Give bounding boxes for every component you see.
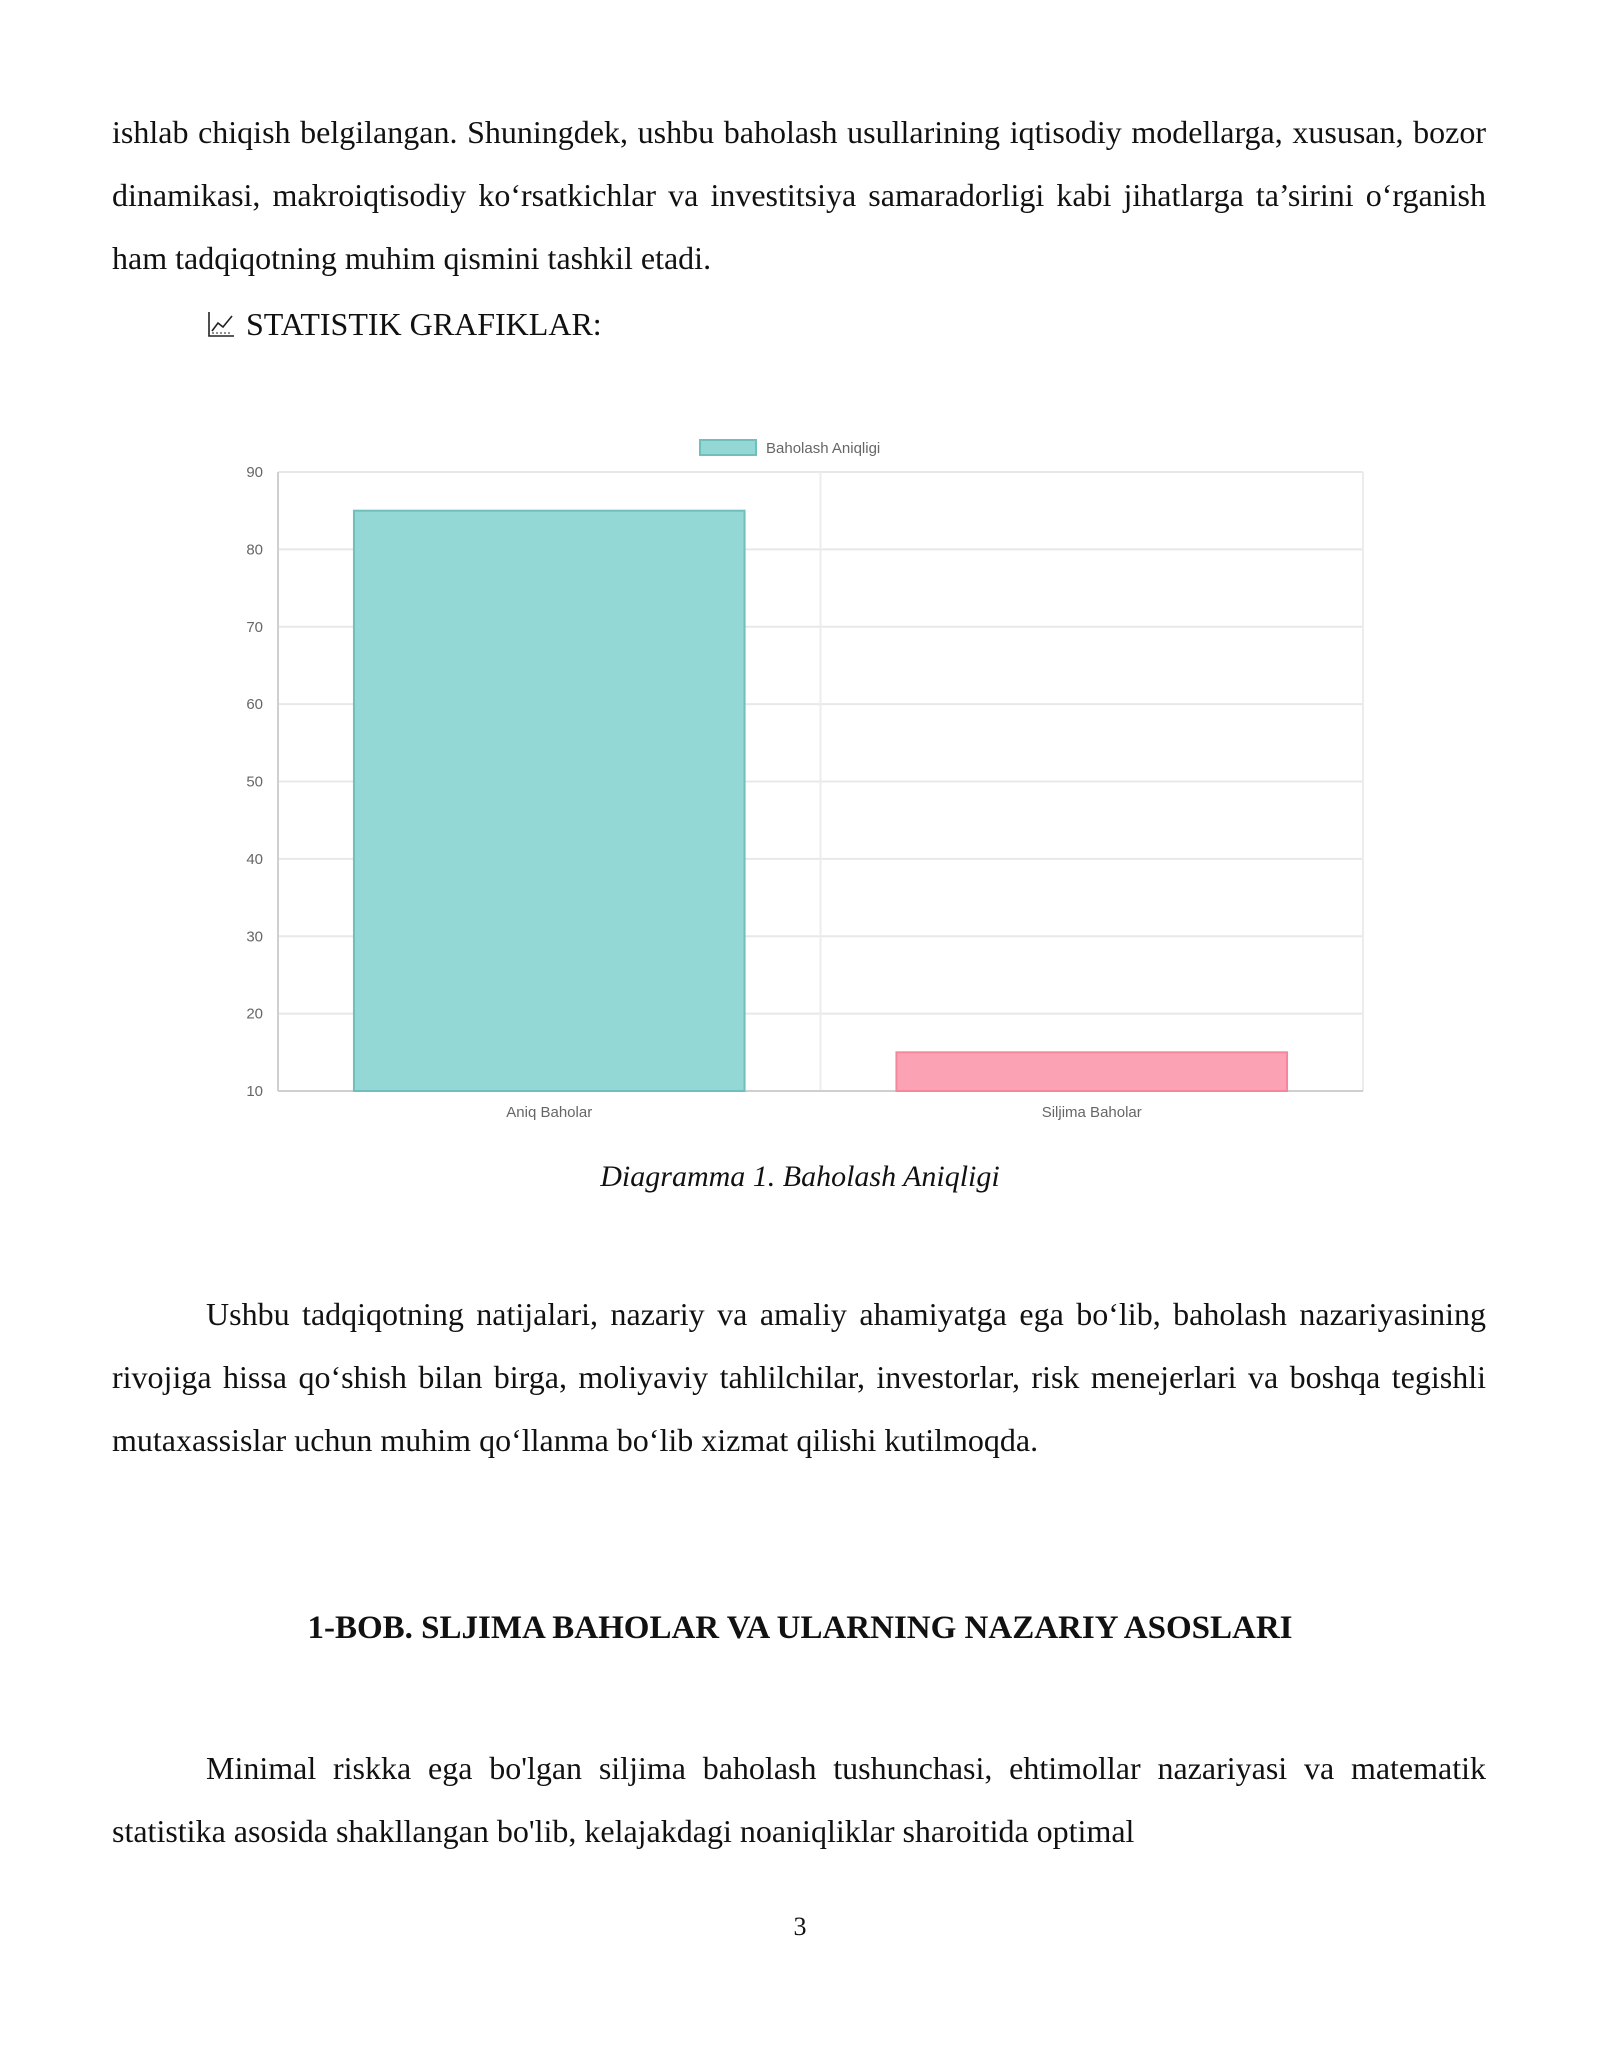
chapter-heading: 1-BOB. SLJIMA BAHOLAR VA ULARNING NAZARIY ASOSLARI <box>307 1610 1293 1646</box>
chart-increasing-icon <box>206 309 236 339</box>
y-tick-label: 30 <box>246 928 263 946</box>
section-label <box>206 294 602 354</box>
bar <box>896 1052 1287 1091</box>
y-tick-label: 20 <box>246 1005 263 1023</box>
paragraph-chapter-start: Minimal riskka ega bo'lgan siljima baholash tushunchasi, ehtimollar nazariyasi va matematik statistika asosida shakllangan bo'lib, kelajakdagi noaniqliklar sharoitida optimal <box>112 1750 1486 1849</box>
y-tick-label: 70 <box>246 618 263 636</box>
paragraph-results: Ushbu tadqiqotning natijalari, nazariy va amaliy ahamiyatga ega bo‘lib, baholash nazariyasining rivojiga hissa qo‘shish bilan birga, moliyaviy tahlilchilar, investorlar, risk menejerlari va boshqa tegishli mutaxassislar uchun muhim qo‘llanma bo‘lib xizmat qilishi kutilmoqda. <box>112 1296 1486 1458</box>
x-tick-label: Siljima Baholar <box>1041 1104 1142 1121</box>
y-tick-label: 80 <box>246 541 263 559</box>
paragraph-intro: ishlab chiqish belgilangan. Shuningdek, ushbu baholash usullarining iqtisodiy modellarga, xususan, bozor dinamikasi, makroiqtisodiy ko‘rsatkichlar va investitsiya samaradorligi kabi jihatlarga ta’sirini o‘rganish ham tadqiqotning muhim qismini tashkil etadi. <box>112 114 1486 276</box>
y-tick-label: 40 <box>246 850 263 868</box>
bar <box>354 511 745 1091</box>
figure-caption: Diagramma 1. Baholash Aniqligi <box>600 1160 1000 1193</box>
y-tick-label: 60 <box>246 696 263 714</box>
legend-label: Baholash Aniqligi <box>766 440 881 457</box>
y-tick-label: 10 <box>246 1083 263 1100</box>
y-tick-label: 50 <box>246 773 263 791</box>
legend-swatch <box>700 440 756 455</box>
bar-chart-svg <box>228 425 1376 1135</box>
section-label-text: STATISTIK GRAFIKLAR: <box>246 306 602 342</box>
y-tick-label: 90 <box>246 464 263 481</box>
page-number: 3 <box>793 1912 807 1941</box>
x-tick-label: Aniq Baholar <box>506 1104 593 1121</box>
bar-chart <box>228 425 1376 1135</box>
